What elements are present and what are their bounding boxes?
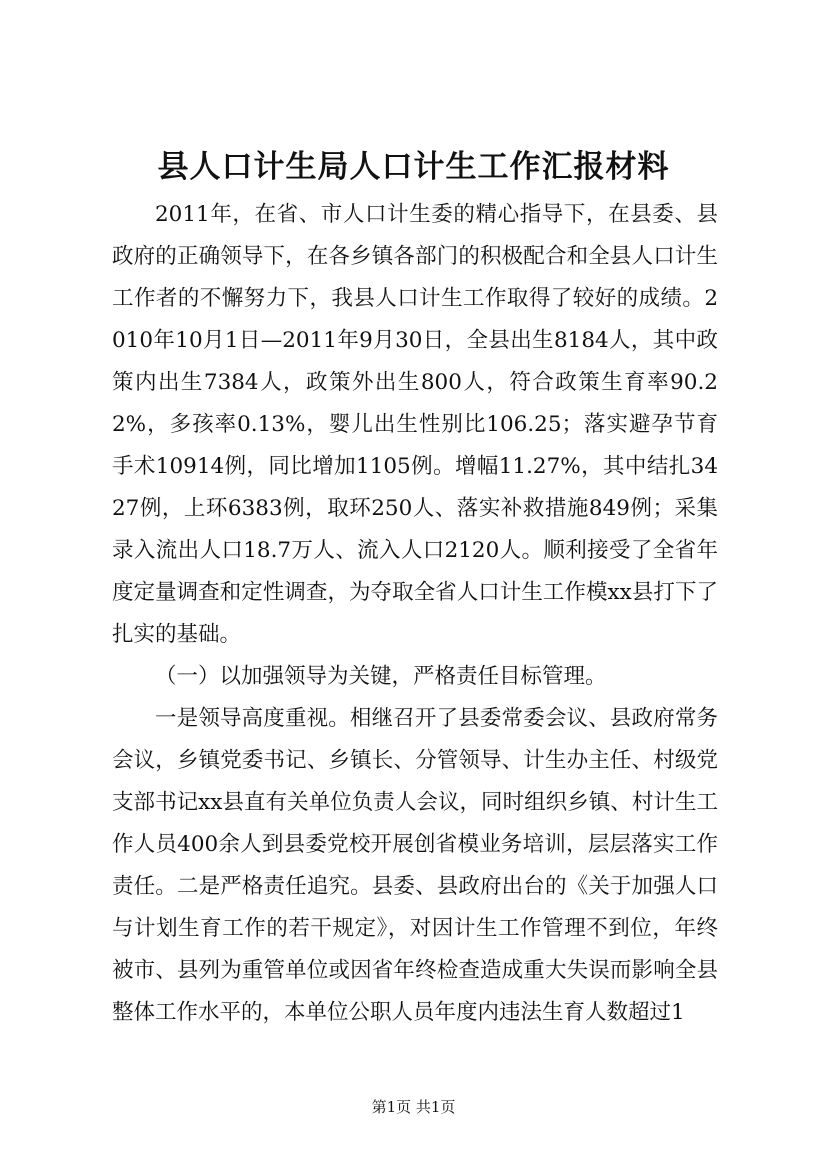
paragraph-summary: 2011年，在省、市人口计生委的精心指导下，在县委、县政府的正确领导下，在各乡镇各部门的积极配合和全县人口计生工作者的不懈努力下，我县人口计生工作取得了较好的成绩。2010年10月1日—2011年9月30日，全县出生8184人，其中政策内出生7384人，政策外出生800人，符合政策生育率90.22%，多孩率0.13%，婴儿出生性别比106.25；落实避孕节育手术10914例，同比增加1105例。增幅11.27%，其中结扎3427例，上环6383例，取环250人、落实补救措施849例；采集录入流出人口18.7万人、流入人口2120人。顺利接受了全省年度定量调查和定性调查，为夺取全省人口计生工作模xx县打下了扎实的基础。 bbox=[112, 202, 718, 647]
document-title: 县人口计生局人口计生工作汇报材料 bbox=[157, 149, 670, 185]
document-body bbox=[112, 194, 718, 1034]
paragraph-section-heading: （一）以加强领导为关键，严格责任目标管理。 bbox=[155, 664, 607, 689]
page-footer: 第1页 共1页 bbox=[371, 1098, 456, 1116]
paragraph-leadership: 一是领导高度重视。相继召开了县委常委会议、县政府常务会议，乡镇党委书记、乡镇长、分管领导、计生办主任、村级党支部书记xx县直有关单位负责人会议，同时组织乡镇、村计生工作人员400余人到县委党校开展创省模业务培训，层层落实工作责任。二是严格责任追究。县委、县政府出台的《关于加强人口与计划生育工作的若干规定》，对因计生工作管理不到位，年终被市、县列为重管单位或因省年终检查造成重大失误而影响全县整体工作水平的，本单位公职人员年度内违法生育人数超过1 bbox=[112, 706, 718, 1025]
